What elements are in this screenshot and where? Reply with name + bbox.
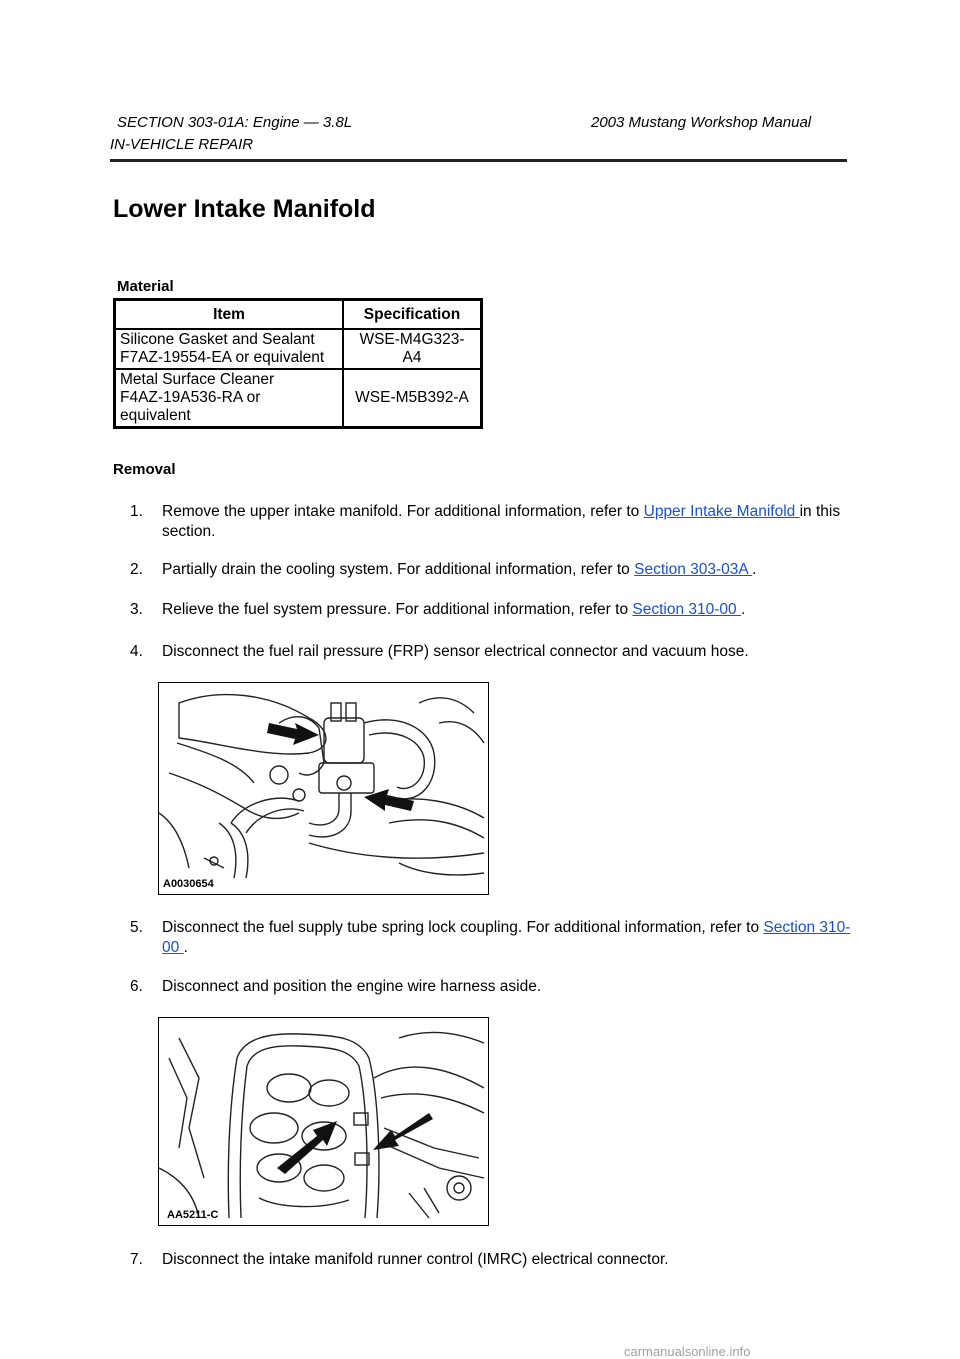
figure-engine-wire-harness [158, 1017, 489, 1226]
link-section-310-00[interactable]: Section 310-00 [632, 601, 741, 618]
material-spec-cell [343, 329, 482, 369]
material-caption: Material [117, 278, 174, 295]
step-text [162, 600, 852, 620]
removal-heading: Removal [113, 461, 176, 478]
step-number: 2. [130, 561, 143, 578]
step-text-post: . [183, 939, 188, 956]
watermark: carmanualsonline.info [624, 1344, 751, 1359]
header-subsection: IN-VEHICLE REPAIR [110, 136, 254, 153]
header-section-title: SECTION 303-01A: Engine — 3.8L [117, 114, 353, 131]
material-spec-cell [343, 369, 482, 428]
step-text: Disconnect the fuel rail pressure (FRP) sensor electrical connector and vacuum hose. [162, 643, 749, 660]
item-line: Silicone Gasket and Sealant [120, 331, 315, 348]
step-number: 1. [130, 503, 143, 520]
link-section-310-00[interactable]: Section 310-00 [162, 919, 851, 956]
step-text: Disconnect the intake manifold runner control (IMRC) electrical connector. [162, 1251, 669, 1268]
page-title: Lower Intake Manifold [113, 195, 376, 223]
column-header-item: Item [115, 300, 344, 330]
step-text-pre: Remove the upper intake manifold. For additional information, refer to [162, 503, 644, 520]
item-line: F7AZ-19554-EA or equivalent [120, 349, 325, 366]
item-line: F4AZ-19A536-RA or [120, 389, 261, 406]
step-text-pre: Disconnect the fuel supply tube spring lock coupling. For additional information, refer to [162, 919, 764, 936]
step-number: 6. [130, 978, 143, 995]
step-text [162, 560, 852, 580]
material-header-row [115, 300, 482, 330]
figure-frp-sensor-connector [158, 682, 489, 895]
column-header-specification: Specification [343, 300, 482, 330]
step-number: 4. [130, 643, 143, 660]
spec-line: WSE-M4G323- [359, 331, 465, 348]
figure-label: A0030654 [163, 878, 214, 890]
table-row [115, 329, 482, 369]
spec-line: A4 [402, 349, 422, 366]
step-text [162, 502, 852, 542]
step-text-post: . [740, 601, 746, 618]
step-number: 3. [130, 601, 143, 618]
step-text-post: . [752, 561, 757, 578]
step-text-post: in this section. [162, 503, 841, 540]
step-number: 5. [130, 919, 143, 936]
item-line: Metal Surface Cleaner [120, 371, 275, 388]
link-upper-intake-manifold[interactable]: Upper Intake Manifold [643, 503, 800, 520]
engine-illustration-2 [159, 1018, 488, 1225]
step-text-pre: Partially drain the cooling system. For additional information, refer to [162, 561, 635, 578]
step-number: 7. [130, 1251, 143, 1268]
step-text-pre: Relieve the fuel system pressure. For additional information, refer to [162, 601, 633, 618]
figure-label: AA5211-C [167, 1209, 219, 1221]
header-divider [110, 159, 847, 162]
material-item-cell [115, 369, 344, 428]
link-section-303-03a[interactable]: Section 303-03A [634, 561, 753, 578]
step-text: Disconnect and position the engine wire harness aside. [162, 978, 542, 995]
step-text [162, 918, 852, 958]
material-table [113, 298, 483, 429]
header-manual-title: 2003 Mustang Workshop Manual [591, 114, 812, 131]
spec-line: WSE-M5B392-A [355, 389, 469, 406]
material-item-cell [115, 329, 344, 369]
engine-illustration-1 [159, 683, 488, 894]
table-row [115, 369, 482, 428]
item-line: equivalent [120, 407, 191, 424]
